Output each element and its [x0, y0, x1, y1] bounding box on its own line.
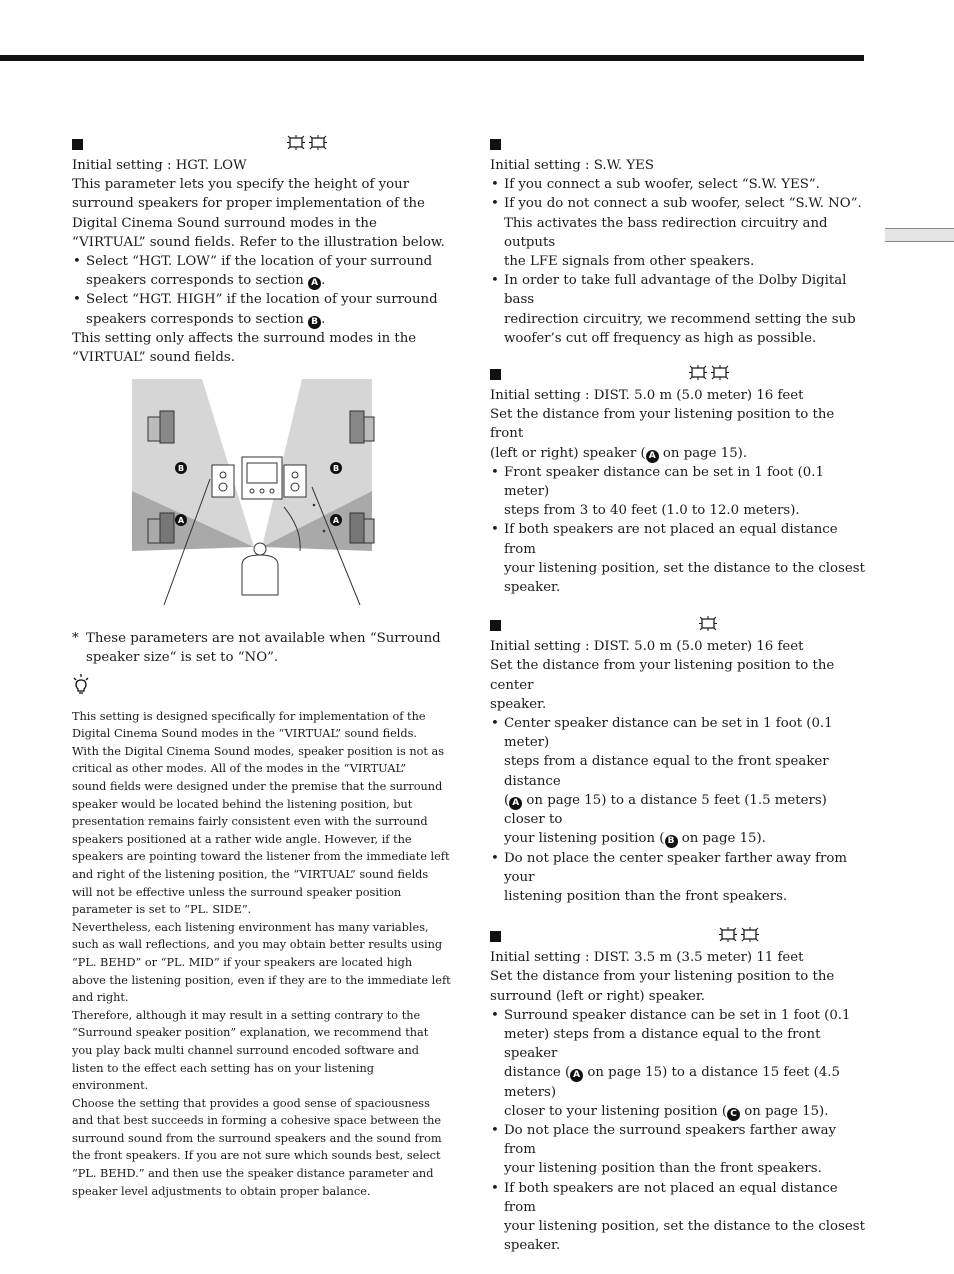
section-a-marker: A [308, 277, 321, 290]
tip-line: the front speakers. If you are not sure which sounds best, select [72, 1149, 441, 1163]
footnote: * These parameters are not available when “Surround speaker size“ is set to “NO”. [72, 631, 441, 666]
center-bullet: • Do not place the center speaker farther away from your listening position than the front speakers. [490, 849, 866, 907]
tip-line: “PL. BEHD.” and then use the speaker distance parameter and [72, 1167, 434, 1181]
ref-a-marker: A [509, 797, 522, 810]
ref-a-marker: A [646, 450, 659, 463]
sound-field-icon [741, 927, 759, 942]
tv-screen [247, 463, 277, 483]
center-para-line: Set the distance from your listening position to the center [490, 658, 835, 693]
tip-line: you play back multi channel surround encoded software and [72, 1043, 419, 1057]
tip-line: and that best succeeds in forming a cohesive space between the [72, 1114, 442, 1128]
front-para-line: (left or right) speaker ( A on page 15). [490, 445, 748, 461]
center-bullet: • Center speaker distance can be set in 1 foot (0.1 meter) steps from a distance equal to the front speaker distance ( A on page 15) to a distance 5 feet (1.5 meters) closer to your listening position ( B on page 15). [490, 714, 866, 848]
center-para-line: speaker. [490, 696, 547, 712]
tip-line: such as wall reflections, and you may obtain better results using [72, 938, 443, 952]
sound-field-icons [689, 365, 729, 380]
surround-bullet: • Surround speaker distance can be set in 1 foot (0.1 meter) steps from a distance equal to the front speaker distance ( A on page 15) to a distance 15 feet (4.5 meters) closer to your listening position ( C on page 15). [490, 1006, 866, 1121]
tip-line: speakers positioned at a rather wide angle. However, if the [72, 832, 412, 846]
left-column [72, 136, 452, 1200]
sound-field-icon [309, 135, 327, 150]
heading-square-icon [490, 931, 501, 942]
heading-square-icon [72, 139, 83, 150]
listener-head [254, 543, 266, 555]
tip-line: above the listening position, even if they are to the immediate left [72, 973, 451, 987]
height-heading [72, 136, 452, 152]
sw-bullet: • If you do not connect a sub woofer, select “S.W. NO”. This activates the bass redirection circuitry and outputs the LFE signals from other speakers. [490, 194, 866, 271]
speaker-upper-right [350, 411, 364, 443]
tip-line: speakers are pointing toward the listener from the immediate left [72, 850, 450, 864]
height-para2-line: “VIRTUAL” sound fields. [72, 350, 235, 366]
center-distance-section [490, 617, 866, 906]
tip-line: presentation remains fairly consistent even with the surround [72, 815, 428, 829]
section-b-marker: B [308, 316, 321, 329]
surround-distance-heading [490, 928, 866, 944]
surround-para-line: Set the distance from your listening position to the [490, 969, 835, 985]
label-b-right-text: B [332, 464, 340, 474]
heading-square-icon [490, 139, 501, 150]
sound-field-icon [699, 616, 717, 631]
sound-field-icons [699, 616, 717, 631]
heading-square-icon [490, 620, 501, 631]
front-left-speaker [212, 465, 234, 497]
sound-field-icon [689, 365, 707, 380]
front-initial-setting: Initial setting : DIST. 5.0 m (5.0 meter) 16 feet [490, 388, 804, 404]
front-bullet: • If both speakers are not placed an equal distance from your listening position, set the distance to the closest speaker. [490, 520, 866, 597]
height-para-line: This parameter lets you specify the height of your [72, 177, 410, 193]
front-para-line: Set the distance from your listening position to the front [490, 407, 835, 442]
speaker-lower-right [350, 513, 364, 543]
center-initial-setting: Initial setting : DIST. 5.0 m (5.0 meter) 16 feet [490, 639, 804, 655]
angle-dot [313, 504, 316, 507]
sw-initial-setting: Initial setting : S.W. YES [490, 158, 654, 173]
tip-line: surround sound from the surround speakers and the sound from [72, 1131, 442, 1145]
tip-line: will not be effective unless the surround speaker position [72, 885, 402, 899]
tip-line: Therefore, although it may result in a setting contrary to the [72, 1008, 421, 1022]
surround-initial-setting: Initial setting : DIST. 3.5 m (3.5 meter) 11 feet [490, 950, 804, 966]
height-para-line: Digital Cinema Sound surround modes in the [72, 215, 377, 231]
right-column [490, 136, 866, 1273]
heading-square-icon [490, 369, 501, 380]
sub-woofer-heading [490, 136, 866, 152]
label-a-right-text: A [332, 516, 340, 526]
ref-c-marker: C [727, 1108, 740, 1121]
surround-bullet: • If both speakers are not placed an equal distance from your listening position, set the distance to the closest speaker. [490, 1179, 866, 1256]
ref-b-marker: B [665, 835, 678, 848]
center-distance-heading [490, 617, 866, 633]
sound-field-icons [287, 135, 327, 150]
surround-distance-section [490, 928, 866, 1255]
tip-line: and right of the listening position, the “VIRTUAL” sound fields [72, 867, 429, 881]
sound-field-icons [719, 927, 759, 942]
speaker-upper-left-side [148, 417, 160, 441]
height-bullet-high: • Select “HGT. HIGH” if the location of your surround speakers corresponds to section B . [72, 290, 452, 328]
tip-line: Nevertheless, each listening environment has many variables, [72, 920, 429, 934]
sound-field-icon [711, 365, 729, 380]
front-right-speaker [284, 465, 306, 497]
speaker-lower-right-side [364, 519, 374, 543]
sound-field-icon [719, 927, 737, 942]
speaker-upper-left [160, 411, 174, 443]
tip-line: sound fields were designed under the premise that the surround [72, 780, 443, 794]
top-rule [0, 55, 864, 61]
tip-line: parameter is set to “PL. SIDE”. [72, 903, 252, 917]
ref-a-marker: A [570, 1069, 583, 1082]
speaker-lower-left [160, 513, 174, 543]
tip-line: “Surround speaker position” explanation, we recommend that [72, 1026, 429, 1040]
height-para2-line: This setting only affects the surround modes in the [72, 330, 417, 346]
lightbulb-tip-icon [72, 674, 90, 694]
angle-dot [323, 530, 326, 533]
speaker-position-diagram [132, 379, 392, 619]
height-initial-setting: Initial setting : HGT. LOW [72, 158, 247, 173]
listener-chair [242, 555, 278, 595]
tip-line: This setting is designed specifically for implementation of the [72, 709, 426, 723]
height-bullet-low: • Select “HGT. LOW” if the location of your surround speakers corresponds to section A . [72, 252, 452, 290]
label-b-left-text: B [177, 464, 185, 474]
height-para-line: “VIRTUAL” sound fields. Refer to the illustration below. [72, 234, 445, 250]
tip-line: critical as other modes. All of the modes in the “VIRTUAL” [72, 762, 407, 776]
tip-line: With the Digital Cinema Sound modes, speaker position is not as [72, 744, 445, 758]
tip-line: speaker level adjustments to obtain proper balance. [72, 1184, 371, 1198]
tip-line: listen to the effect each setting has on your listening environment. [72, 1061, 375, 1093]
surround-para-line: surround (left or right) speaker. [490, 988, 705, 1004]
speaker-lower-left-side [148, 519, 160, 543]
tip-line: Digital Cinema Sound modes in the “VIRTUAL” sound fields. [72, 727, 418, 741]
sw-bullet: • In order to take full advantage of the Dolby Digital bass redirection circuitry, we recommend setting the sub woofer’s cut off frequency as high as possible. [490, 271, 866, 348]
tip-text [72, 708, 452, 1201]
tip-line: Choose the setting that provides a good sense of spaciousness [72, 1096, 430, 1110]
section-tab [885, 228, 954, 242]
label-a-left-text: A [177, 516, 185, 526]
tip-line: speaker would be located behind the listening position, but [72, 797, 413, 811]
sub-woofer-section [490, 136, 866, 348]
sound-field-icon [287, 135, 305, 150]
tip-line: and right. [72, 991, 129, 1005]
front-distance-section [490, 366, 866, 597]
front-distance-heading [490, 366, 866, 382]
sw-bullet: • If you connect a sub woofer, select “S.W. YES”. [490, 175, 866, 194]
surround-bullet: • Do not place the surround speakers farther away from your listening position than the front speakers. [490, 1121, 866, 1179]
speaker-upper-right-side [364, 417, 374, 441]
height-para-line: surround speakers for proper implementation of the [72, 196, 425, 212]
front-bullet: • Front speaker distance can be set in 1 foot (0.1 meter) steps from 3 to 40 feet (1.0 to 12.0 meters). [490, 463, 866, 521]
tip-line: “PL. BEHD” or “PL. MID” if your speakers are located high [72, 955, 413, 969]
